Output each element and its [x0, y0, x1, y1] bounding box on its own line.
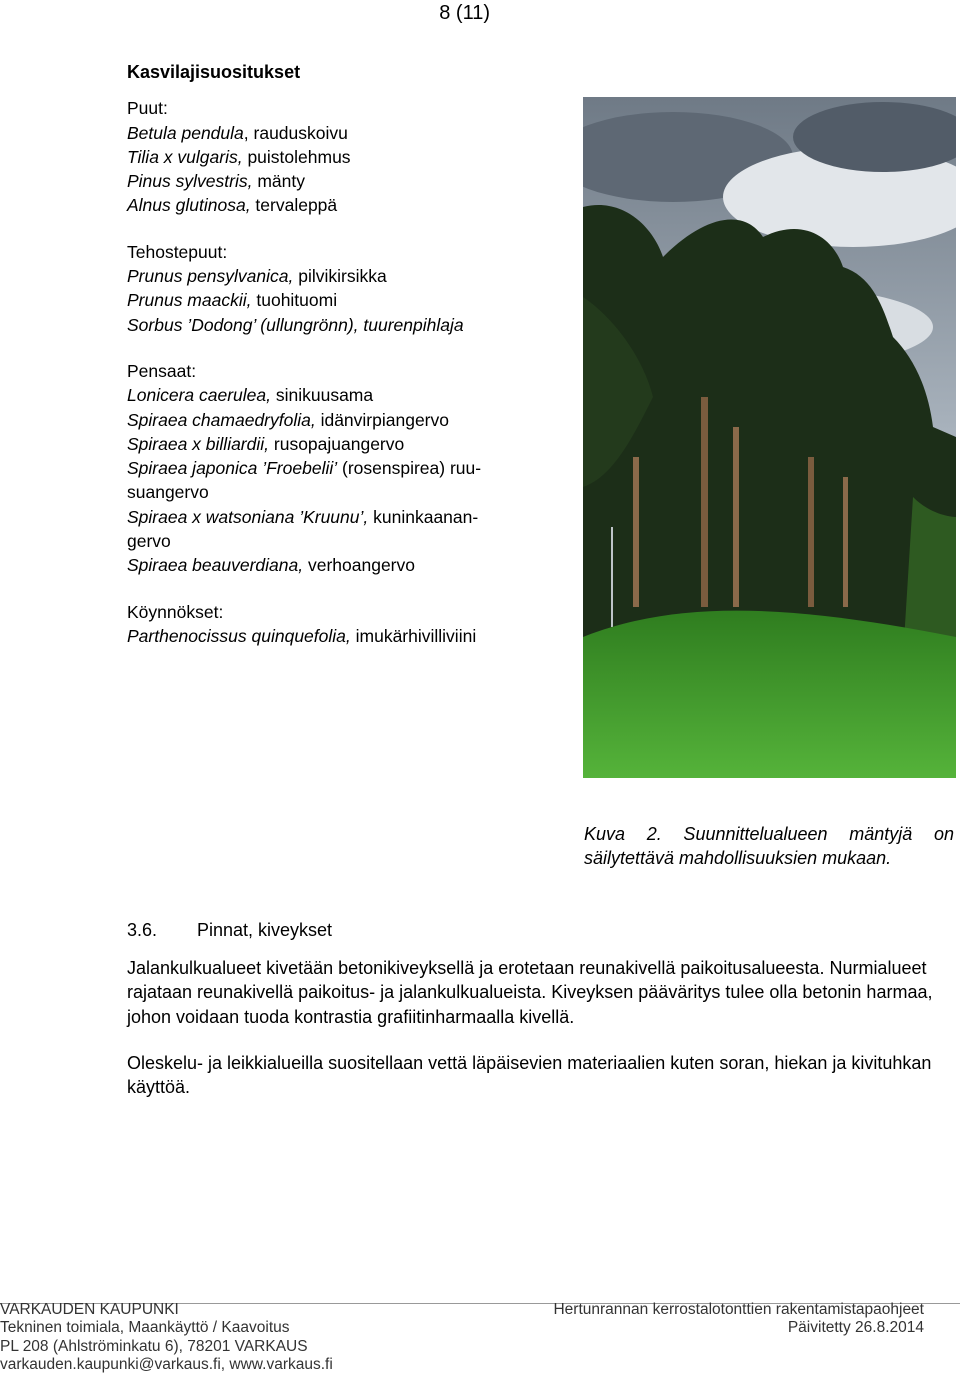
plant-entry: [127, 288, 567, 312]
common-name: pilvikirsikka: [293, 266, 387, 287]
footer-updated-date: Päivitetty 26.8.2014: [787, 1319, 924, 1337]
section-body: [127, 956, 957, 1121]
common-name: puistolehmus: [242, 146, 351, 167]
latin-name: Prunus pensylvanica,: [127, 266, 294, 287]
common-name: verhoangervo: [303, 555, 415, 576]
latin-name: Spiraea japonica ’Froebelii’: [127, 458, 338, 479]
page-number: 8 (11): [439, 2, 490, 24]
plant-entry: [127, 313, 567, 337]
section-number: 3.6.: [127, 920, 158, 940]
footer-org: VARKAUDEN KAUPUNKI: [0, 1301, 179, 1318]
footer-address: PL 208 (Ahlströminkatu 6), 78201 VARKAUS: [0, 1337, 308, 1355]
plant-entry: [127, 264, 567, 288]
common-name: mänty: [252, 171, 305, 192]
common-name: suangervo: [127, 482, 209, 503]
plant-group: [127, 359, 567, 578]
plant-entry: [127, 505, 567, 529]
common-name: tervaleppä: [250, 195, 338, 216]
plant-group: [127, 600, 567, 649]
latin-name: Betula pendula: [127, 122, 244, 143]
latin-name: Spiraea beauverdiana,: [127, 555, 304, 576]
plant-entry: [127, 553, 567, 577]
latin-name: Pinus sylvestris,: [127, 171, 253, 192]
footer-document-title: Hertunrannan kerrostalotonttien rakentamistapaohjeet: [553, 1301, 924, 1318]
latin-name: Sorbus ’Dodong’ (ullungrönn), tuurenpihlaja: [127, 314, 464, 335]
common-name: sinikuusama: [270, 385, 374, 406]
plant-entry: [127, 480, 567, 504]
common-name: (rosenspirea) ruu-: [337, 458, 482, 479]
plant-entry: [127, 529, 567, 553]
common-name: gervo: [127, 531, 171, 552]
plant-entry: [127, 624, 567, 648]
plant-recommendations: [127, 60, 567, 670]
footer-right: [553, 1301, 924, 1338]
common-name: tuohituomi: [251, 290, 338, 311]
plant-entry: [127, 456, 567, 480]
common-name: idänvirpiangervo: [315, 409, 449, 430]
latin-name: Prunus maackii,: [127, 290, 252, 311]
paragraph: Jalankulkualueet kivetään betonikiveyksellä ja erotetaan reunakivellä paikoitusalueesta. Nurmialueet rajataan reunakivellä paikoitus- ja jalankulkualueista. Kiveyksen pääväritys tulee olla betonin harmaa, johon voidaan tuoda kontrastia grafiitinharmaalla kivellä.: [127, 958, 933, 1027]
plant-entry: [127, 432, 567, 456]
plant-group-title: Tehostepuut:: [127, 241, 228, 262]
plant-entry: [127, 121, 567, 145]
plant-group-title: Pensaat:: [127, 360, 197, 381]
latin-name: Spiraea x watsoniana ’Kruunu’,: [127, 506, 369, 527]
section-title: Pinnat, kiveykset: [197, 920, 333, 940]
latin-name: Spiraea chamaedryfolia,: [127, 409, 316, 430]
latin-name: Tilia x vulgaris,: [127, 146, 243, 167]
plant-group: [127, 96, 567, 217]
footer-contact: varkauden.kaupunki@varkaus.fi, www.varkaus.fi: [0, 1356, 333, 1374]
latin-name: Spiraea x billiardii,: [127, 433, 270, 454]
footer-department: Tekninen toimiala, Maankäyttö / Kaavoitus: [0, 1319, 290, 1337]
footer-left: [0, 1301, 333, 1375]
plant-group: [127, 240, 567, 337]
plant-entry: [127, 383, 567, 407]
plant-entry: [127, 408, 567, 432]
plant-entry: [127, 193, 567, 217]
common-name: imukärhivilliviini: [350, 625, 477, 646]
pine-trees-photo: [583, 97, 956, 778]
common-name: rusopajuangervo: [269, 433, 405, 454]
section-heading: [127, 920, 332, 941]
plant-section-heading: Kasvilajisuositukset: [127, 62, 301, 82]
plant-entry: [127, 145, 567, 169]
latin-name: Alnus glutinosa,: [127, 195, 251, 216]
common-name: , rauduskoivu: [243, 122, 348, 143]
common-name: kuninkaanan-: [368, 506, 479, 527]
latin-name: Lonicera caerulea,: [127, 385, 271, 406]
plant-group-title: Puut:: [127, 98, 168, 119]
figure-caption: Kuva 2. Suunnittelualueen mäntyjä on säilytettävä mahdollisuuksien mukaan.: [584, 824, 954, 869]
latin-name: Parthenocissus quinquefolia,: [127, 625, 351, 646]
paragraph: Oleskelu- ja leikkialueilla suositellaan vettä läpäisevien materiaalien kuten soran, hiekan ja kivituhkan käyttöä.: [127, 1052, 932, 1098]
plant-entry: [127, 169, 567, 193]
plant-group-title: Köynnökset:: [127, 601, 224, 622]
